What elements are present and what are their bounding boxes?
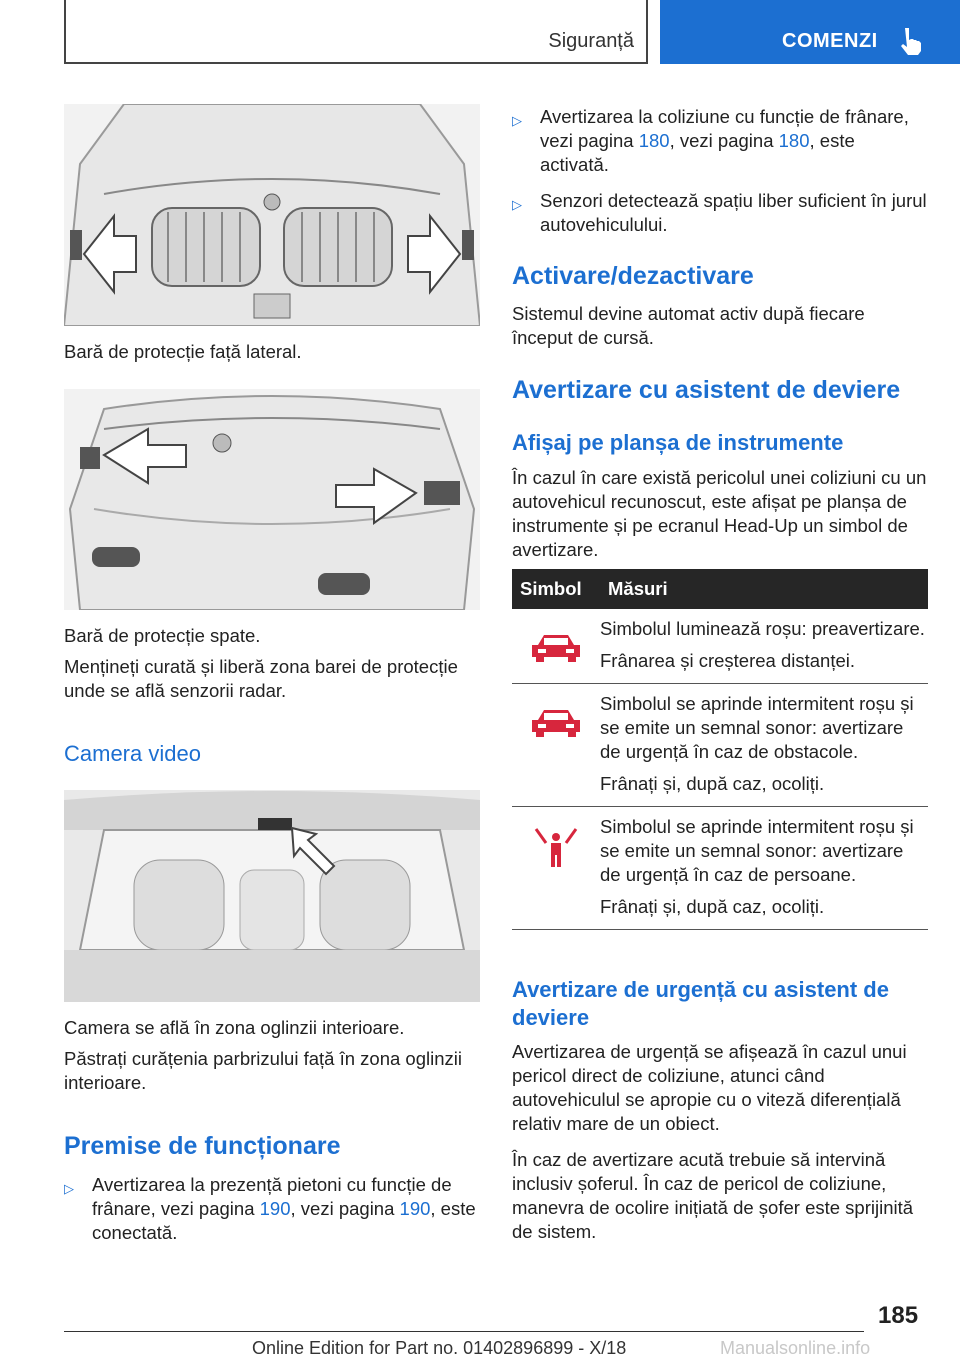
rear-bumper-figure <box>64 389 480 610</box>
table-row: Simbolul se aprinde intermitent roșu și se emite un semnal sonor: avertizare de urgență în caz de obstacole. Frânați și, după caz, ocoliți. <box>512 684 928 807</box>
col-measures: Măsuri <box>600 569 928 609</box>
car-warning-icon <box>528 627 584 667</box>
header-section-box <box>64 0 648 64</box>
watermark: Manualsonline.info <box>720 1338 871 1358</box>
car-warning-icon <box>528 702 584 742</box>
comenzi-tab[interactable] <box>660 0 960 64</box>
bullet-collision-warning: ▷ Avertizarea la coliziune cu funcție de frânare, vezi pagina 180, vezi pagina 180, este activată. <box>512 106 909 175</box>
caption-rear-bumper: Bară de protecție spate. <box>64 625 261 646</box>
page-link[interactable]: 180 <box>638 130 670 151</box>
emergency-heading: Avertizare de urgență cu asistent de deviere <box>512 977 889 1030</box>
caption-front-bumper: Bară de protecție față lateral. <box>64 341 302 362</box>
page-link[interactable]: 180 <box>778 130 810 151</box>
camera-heading: Camera video <box>64 741 201 766</box>
symbol-table <box>512 569 928 930</box>
col-symbol: Simbol <box>512 569 600 609</box>
table-header-row <box>512 569 928 609</box>
bullet-pedestrian-warning: ▷ Avertizarea la prezență pietoni cu funcție de frânare, vezi pagina 190, vezi pagina 190, este conectată. <box>64 1174 476 1243</box>
windshield-text: Păstrați curățenia parbrizului față în zona oglinzii interioare. <box>64 1048 462 1093</box>
prerequisites-heading: Premise de funcționare <box>64 1132 341 1160</box>
page-link[interactable]: 190 <box>399 1198 431 1219</box>
camera-location-text: Camera se află în zona oglinzii interioare. <box>64 1017 405 1038</box>
bullet-triangle-icon: ▷ <box>512 197 522 212</box>
interior-camera-figure <box>64 790 480 1002</box>
bullet-triangle-icon: ▷ <box>512 113 522 128</box>
table-row: Simbolul luminează roșu: preavertizare. Frânarea și creșterea distanței. <box>512 609 928 684</box>
warning-heading: Avertizare cu asistent de deviere <box>512 376 901 404</box>
footer-divider <box>64 1331 864 1332</box>
keep-clean-text: Mențineți curată și liberă zona barei de protecție unde se află senzorii radar. <box>64 656 458 701</box>
section-title: Siguranță <box>548 30 634 52</box>
activation-heading: Activare/dezactivare <box>512 262 754 290</box>
comenzi-tab-label: COMENZI <box>782 30 878 52</box>
display-text: În cazul în care există pericolul unei coliziuni cu un autovehicul recunoscut, este afișat pe planșa de instrumente și pe ecranul Head-Up un simbol de avertizare. <box>512 467 927 560</box>
display-heading: Afișaj pe planșa de instrumente <box>512 430 844 455</box>
activation-text: Sistemul devine automat activ după fiecare început de cursă. <box>512 303 865 348</box>
emergency-text-1: Avertizarea de urgență se afișează în cazul unui pericol direct de coliziune, atunci când autovehiculul se apropie cu o viteză diferențială relativ mare de un obiect. <box>512 1041 907 1134</box>
footer-edition: Online Edition for Part no. 01402896899 - X/18 <box>252 1338 627 1358</box>
front-bumper-figure <box>64 104 480 326</box>
bullet-triangle-icon: ▷ <box>64 1181 74 1196</box>
table-row: Simbolul se aprinde intermitent roșu și se emite un semnal sonor: avertizare de urgență în caz de persoane. Frânați și, după caz, ocoliți. <box>512 807 928 930</box>
emergency-text-2: În caz de avertizare acută trebuie să intervină inclusiv șoferul. În caz de pericol de coliziune, manevra de ocolire inițiată de șofer este sprijinită de sistem. <box>512 1149 914 1242</box>
bullet-sensors: ▷ Senzori detectează spațiu liber suficient în jurul autovehiculului. <box>512 190 927 235</box>
page-number: 185 <box>878 1302 919 1329</box>
hand-pointer-icon <box>896 26 924 56</box>
page-link[interactable]: 190 <box>259 1198 291 1219</box>
pedestrian-warning-icon <box>528 825 584 869</box>
